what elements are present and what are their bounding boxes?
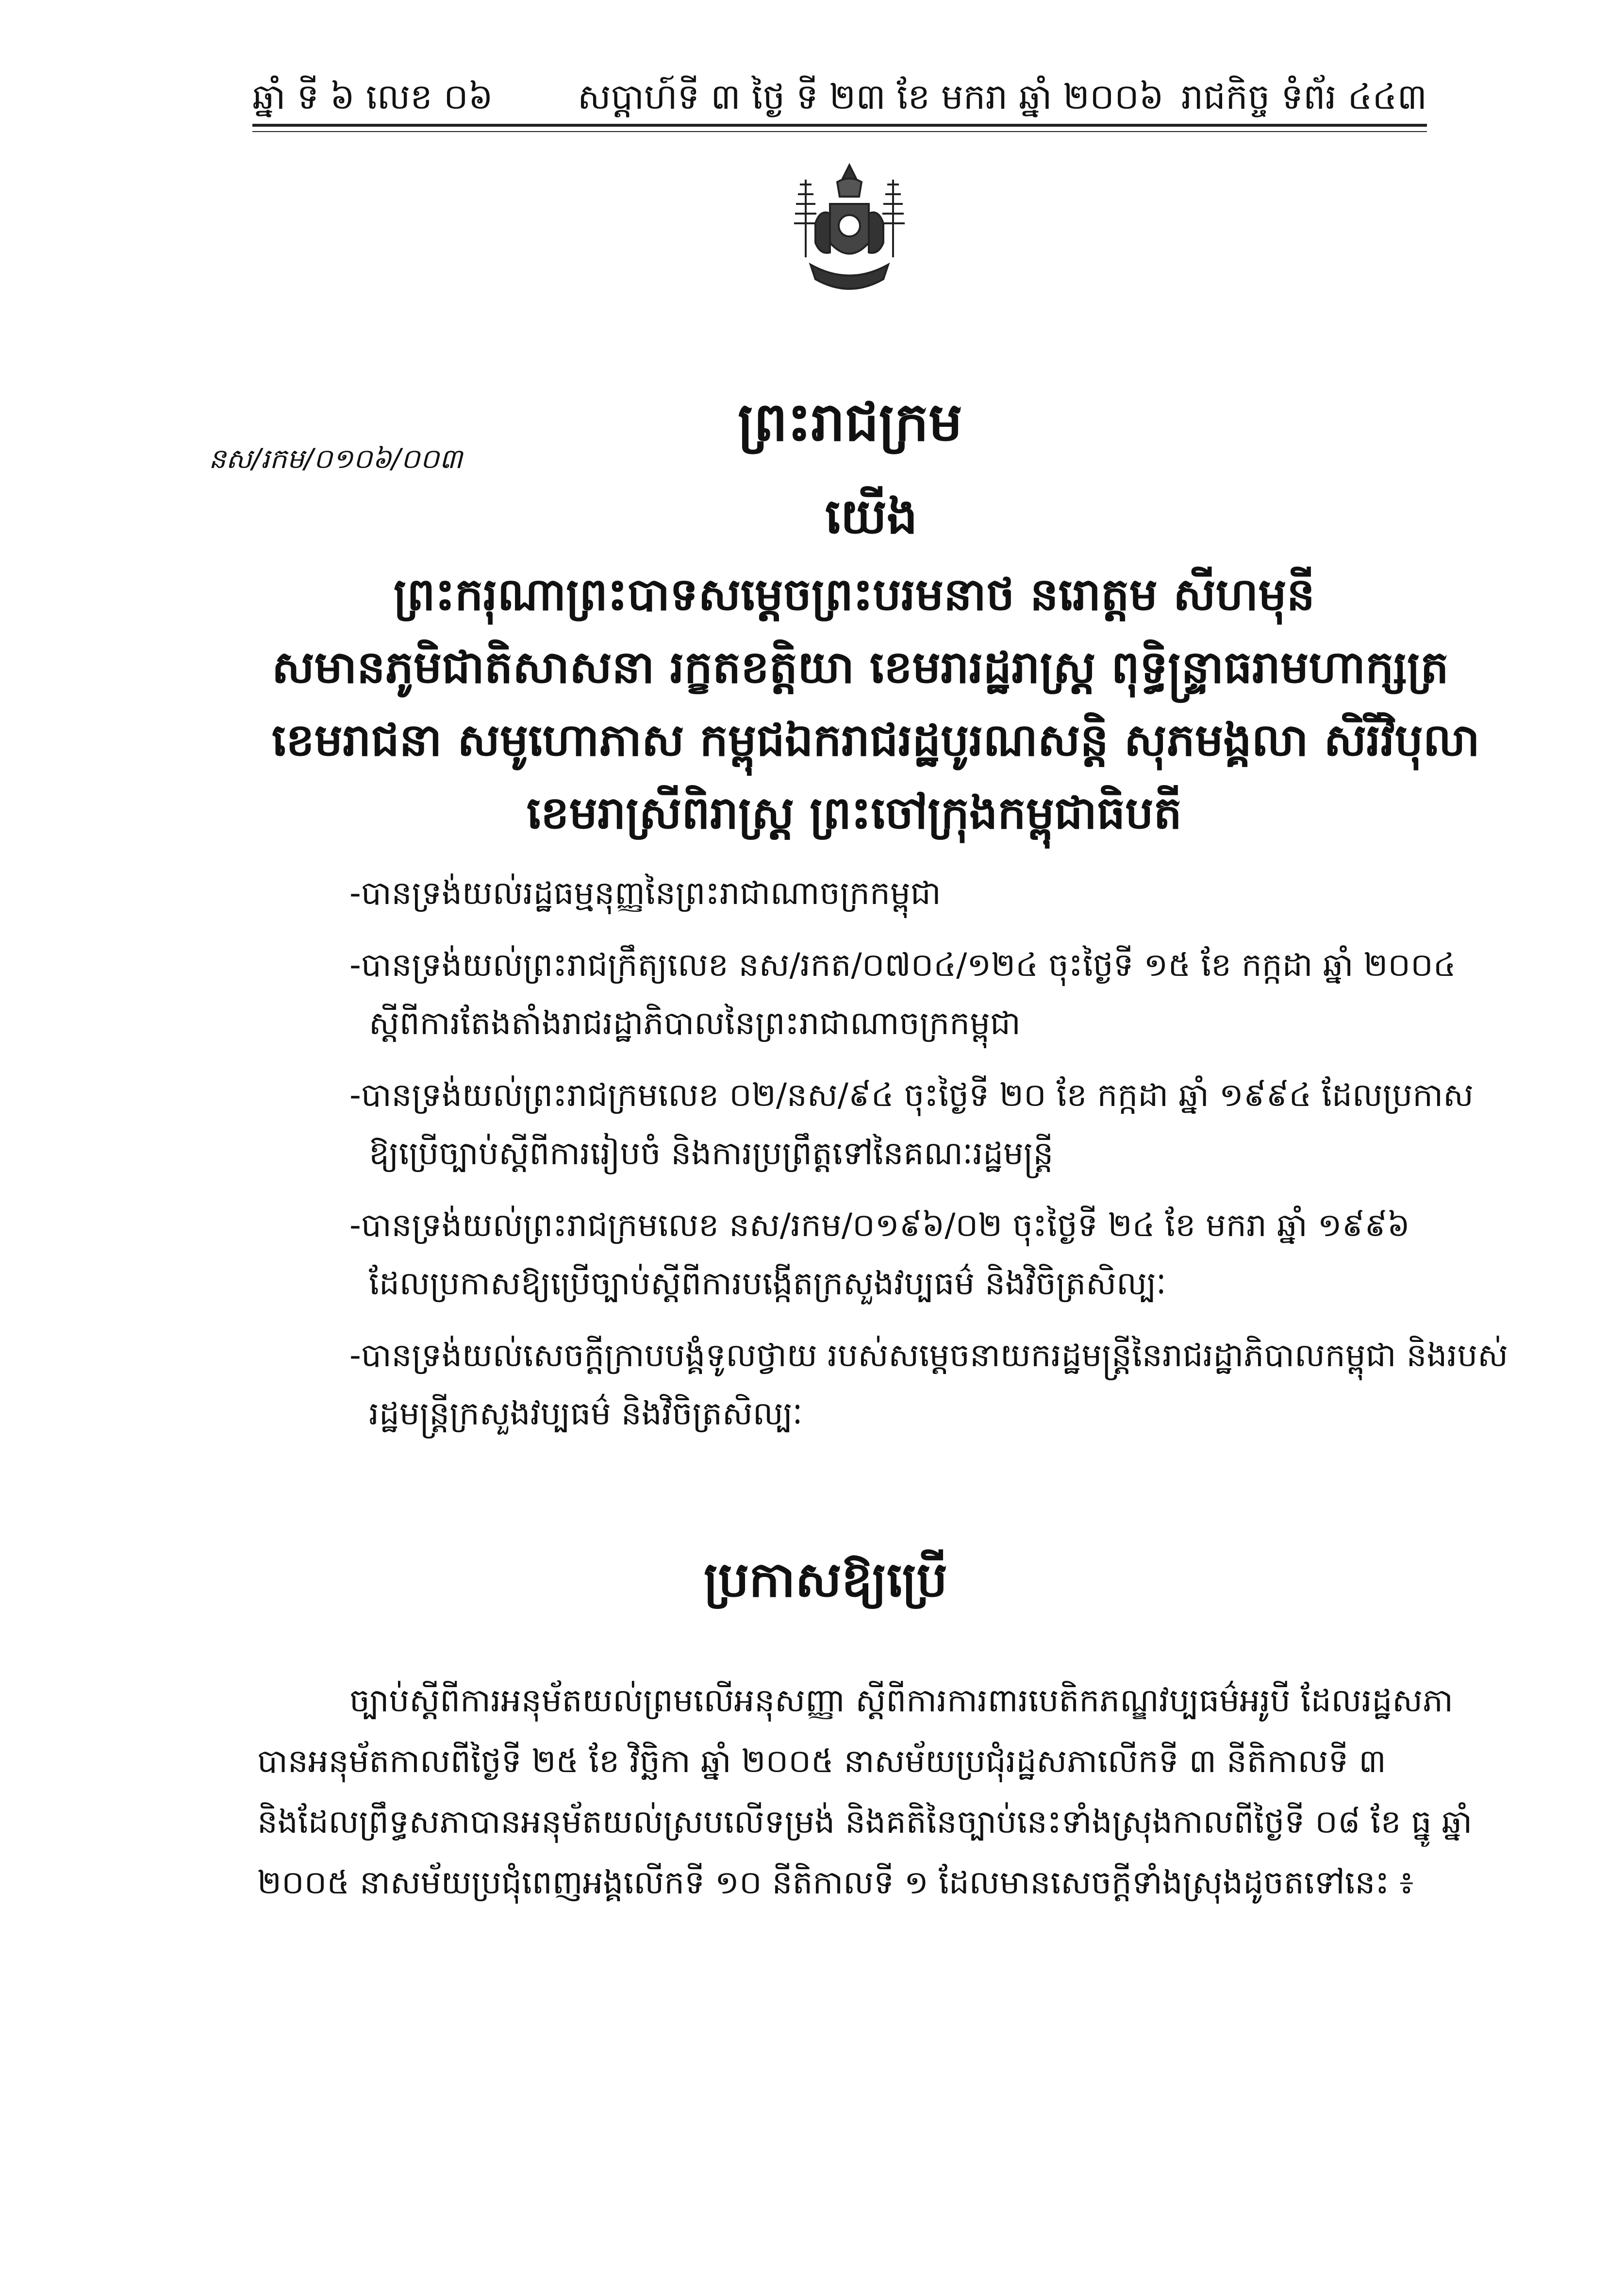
recital-continuation: ឱ្យប្រើច្បាប់ស្តីពីការរៀបចំ និងការប្រព្រឹត្តទៅនៃគណៈរដ្ឋមន្ត្រី xyxy=(369,1135,1054,1172)
recital-text: -បានទ្រង់យល់រដ្ឋធម្មនុញ្ញនៃព្រះរាជាណាចក្រកម្ពុជា xyxy=(349,874,941,912)
body-line: បានអនុម័តកាលពីថ្ងៃទី ២៥ ខែ វិច្ឆិកា ឆ្នាំ ២០០៥ នាសម័យប្រជុំរដ្ឋសភាលើកទី ៣ នីតិកាលទី ៣ xyxy=(257,1742,1386,1780)
recital-item xyxy=(349,936,1456,1053)
year-issue: ឆ្នាំ ទី ៦ លេខ ០៦ xyxy=(252,76,493,117)
header-rule-thick xyxy=(252,124,1427,127)
recital-item xyxy=(349,864,1456,922)
recital-text: -បានទ្រង់យល់ព្រះរាជក្រមលេខ ០២/នស/៩៤ ចុះថ្ងៃទី ២០ ខែ កក្កដា ឆ្នាំ ១៩៩៤ ដែលប្រកាស xyxy=(349,1076,1474,1114)
gazette-page-number: រាជកិច្ច ទំព័រ ៤៤៣ xyxy=(1181,76,1427,117)
recitals-list xyxy=(349,864,1508,1457)
header-rule-thin xyxy=(252,131,1427,132)
king-title-line: ព្រះករុណាព្រះបាទសម្តេចព្រះបរមនាថ នរោត្តម សីហមុនី xyxy=(393,569,1315,620)
recital-continuation: ស្តីពីការតែងតាំងរាជរដ្ឋាភិបាលនៃព្រះរាជាណាចក្រកម្ពុជា xyxy=(369,1005,1021,1042)
recital-item xyxy=(349,1066,1474,1183)
body-line: ២០០៥ នាសម័យប្រជុំពេញអង្គលើកទី ១០ នីតិកាលទី ១ ដែលមានសេចក្តីទាំងស្រុងដូចតទៅនេះ ៖ xyxy=(257,1864,1414,1901)
reference-number: នស/រកម/០១០៦/០០៣ xyxy=(209,443,463,475)
recital-item xyxy=(349,1196,1456,1313)
date-line: សប្តាហ៍ទី ៣ ថ្ងៃ ទី ២៣ ខែ មករា ឆ្នាំ ២០០៦ xyxy=(578,76,1164,117)
body-line: និងដែលព្រឹទ្ធសភាបានអនុម័តយល់ស្របលើទម្រង់ និងគតិនៃច្បាប់នេះទាំងស្រុងកាលពីថ្ងៃទី ០៨ ខែ ធ្នូ ឆ្នាំ xyxy=(257,1803,1473,1841)
body-paragraph xyxy=(257,1670,1473,1913)
king-title-line: ខេមរាជនា សមូហោភាស កម្ពុជឯករាជរដ្ឋបូរណសន្តិ សុភមង្គលា សិរីវិបុលា xyxy=(272,714,1480,766)
recital-continuation: ដែលប្រកាសឱ្យប្រើច្បាប់ស្តីពីការបង្កើតក្រសួងវប្បធម៌ និងវិចិត្រសិល្បៈ xyxy=(369,1265,1166,1302)
recital-text: -បានទ្រង់យល់ព្រះរាជក្រឹត្យលេខ នស/រកត/០៧០៤/១២៤ ចុះថ្ងៃទី ១៥ ខែ កក្កដា ឆ្នាំ ២០០៤ xyxy=(349,946,1456,984)
recital-text: -បានទ្រង់យល់សេចក្តីក្រាបបង្គំទូលថ្វាយ របស់សម្តេចនាយករដ្ឋមន្ត្រីនៃរាជរដ្ឋាភិបាលកម្ពុជា និងរបស់ xyxy=(349,1337,1508,1374)
king-title-line: ខេមរាស្រីពិរាស្ត្រ ព្រះចៅក្រុងកម្ពុជាធិបតី xyxy=(526,787,1182,839)
king-title-block xyxy=(272,558,1480,850)
promulgate-heading: ប្រកាសឱ្យប្រើ xyxy=(704,1551,947,1608)
king-title-line: សមានភូមិជាតិសាសនា រក្ខតខត្តិយា ខេមរារដ្ឋរាស្ត្រ ពុទ្ធិន្ទ្រាធរាមហាក្សត្រ xyxy=(272,641,1449,693)
document-title: ព្រះរាជក្រម xyxy=(738,391,962,453)
royal-coat-of-arms-icon xyxy=(786,160,912,306)
recital-continuation: រដ្ឋមន្ត្រីក្រសួងវប្បធម៌ និងវិចិត្រសិល្បៈ xyxy=(369,1395,803,1432)
recital-text: -បានទ្រង់យល់ព្រះរាជក្រមលេខ នស/រកម/០១៩៦/០២ ចុះថ្ងៃទី ២៤ ខែ មករា ឆ្នាំ ១៩៩៦ xyxy=(349,1206,1410,1244)
recital-item xyxy=(349,1326,1508,1443)
body-line: ច្បាប់ស្តីពីការអនុម័តយល់ព្រមលើអនុសញ្ញា ស្តីពីការការពារបេតិកភណ្ឌវប្បធម៌អរូបី ដែលរដ្ឋសភា xyxy=(349,1682,1453,1719)
we-heading: យើង xyxy=(825,488,918,545)
gazette-header xyxy=(252,58,1427,121)
